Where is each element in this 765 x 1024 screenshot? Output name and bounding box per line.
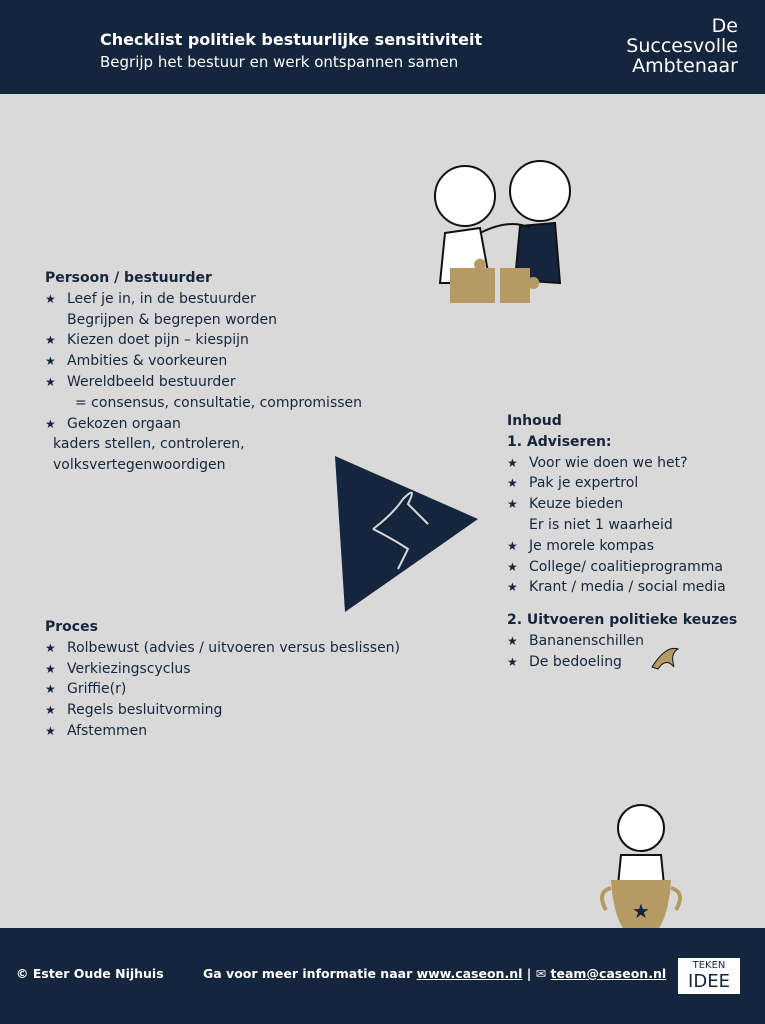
- list-item-continuation: Begrijpen & begrepen worden: [67, 311, 277, 328]
- list-item: [45, 700, 400, 721]
- star-bullet-icon: ★: [507, 580, 518, 595]
- list-item: [507, 557, 737, 578]
- list-item: [507, 652, 737, 673]
- list-item: [507, 494, 737, 515]
- star-bullet-icon: ★: [45, 374, 56, 389]
- list-item-text: Regels besluitvorming: [67, 702, 223, 719]
- list-item-text: Keuze bieden: [529, 496, 624, 513]
- header: [0, 0, 765, 94]
- list-item-text: Krant / media / social media: [529, 579, 726, 596]
- list-item-text: Gekozen orgaan: [67, 415, 181, 432]
- star-bullet-icon: ★: [45, 682, 56, 697]
- list-item: [507, 473, 737, 494]
- list-item-text: Afstemmen: [67, 722, 148, 739]
- list-item-text: Ambities & voorkeuren: [67, 353, 228, 370]
- list-item: [507, 631, 737, 652]
- footer: [0, 928, 765, 1024]
- list-item: [45, 638, 400, 659]
- list-item: [45, 679, 400, 700]
- star-bullet-icon: ★: [507, 455, 518, 470]
- inhoud-section: [507, 411, 737, 673]
- triangle-puzzle-icon: [333, 454, 483, 614]
- list-item-continuation: Er is niet 1 waarheid: [529, 516, 673, 533]
- list-item: [507, 453, 737, 474]
- star-bullet-icon: ★: [45, 333, 56, 348]
- list-item-text: Kiezen doet pijn – kiespijn: [67, 332, 249, 349]
- list-item-text: Je morele kompas: [529, 537, 654, 554]
- footer-info: [203, 966, 666, 981]
- list-item-text: Griffie(r): [67, 681, 127, 698]
- list-item-continuation: volksvertegenwoordigen: [53, 457, 226, 474]
- subheading: 1. Adviseren:: [507, 433, 612, 450]
- star-bullet-icon: ★: [507, 654, 518, 669]
- star-bullet-icon: ★: [507, 497, 518, 512]
- list-item-text: De bedoeling: [529, 653, 622, 670]
- envelope-icon: ✉: [535, 966, 547, 981]
- list-item-text: Wereldbeeld bestuurder: [67, 373, 236, 390]
- star-bullet-icon: ★: [507, 476, 518, 491]
- logo-line: Ambtenaar: [632, 55, 738, 77]
- list-item-text: Pak je expertrol: [529, 475, 639, 492]
- proces-section: [45, 617, 400, 742]
- list-item-text: College/ coalitieprogramma: [529, 558, 723, 575]
- list-item-text: Voor wie doen we het?: [529, 454, 688, 471]
- list-item: [45, 351, 362, 372]
- subheading: 2. Uitvoeren politieke keuzes: [507, 612, 738, 629]
- page-title: Checklist politiek bestuurlijke sensitiviteit: [100, 30, 483, 49]
- list-item-text: Bananenschillen: [529, 632, 645, 649]
- logo: [598, 16, 738, 76]
- email-link[interactable]: team@caseon.nl: [550, 966, 667, 981]
- people-puzzle-illustration: [420, 158, 590, 313]
- star-bullet-icon: ★: [45, 416, 56, 431]
- svg-text:★: ★: [632, 899, 650, 923]
- list-item: [45, 721, 400, 742]
- section-heading: Inhoud: [507, 413, 562, 429]
- list-item-text: Leef je in, in de bestuurder: [67, 290, 256, 307]
- star-bullet-icon: ★: [45, 661, 56, 676]
- list-item-text: Rolbewust (advies / uitvoeren versus beslissen): [67, 639, 401, 656]
- logo-line: Succesvolle: [626, 35, 738, 57]
- section-heading: Persoon / bestuurder: [45, 270, 212, 286]
- list-item: [45, 289, 362, 310]
- list-item: [45, 659, 400, 680]
- logo-line: De: [711, 15, 738, 37]
- badge-line: IDEE: [688, 971, 730, 992]
- list-item-text: Verkiezingscyclus: [67, 660, 191, 677]
- star-bullet-icon: ★: [507, 538, 518, 553]
- list-item: [45, 330, 362, 351]
- star-bullet-icon: ★: [45, 723, 56, 738]
- list-item-continuation: = consensus, consultatie, compromissen: [75, 394, 363, 411]
- badge-line: TEKEN: [692, 960, 726, 971]
- star-bullet-icon: ★: [507, 559, 518, 574]
- star-bullet-icon: ★: [45, 291, 56, 306]
- banana-peel-icon: [648, 643, 684, 671]
- teken-idee-logo: [678, 958, 740, 994]
- persoon-section: [45, 268, 362, 476]
- star-bullet-icon: ★: [45, 354, 56, 369]
- star-bullet-icon: ★: [507, 633, 518, 648]
- list-item: [45, 414, 362, 435]
- copyright: © Ester Oude Nijhuis: [16, 966, 164, 981]
- list-item: [507, 536, 737, 557]
- star-bullet-icon: ★: [45, 640, 56, 655]
- section-heading: Proces: [45, 619, 98, 635]
- list-item: [507, 577, 737, 598]
- star-bullet-icon: ★: [45, 703, 56, 718]
- list-item: [45, 372, 362, 393]
- website-link[interactable]: www.caseon.nl: [416, 966, 523, 981]
- list-item-continuation: kaders stellen, controleren,: [53, 436, 245, 453]
- page-subtitle: Begrijp het bestuur en werk ontspannen samen: [100, 53, 459, 71]
- separator: |: [526, 966, 532, 981]
- info-text: Ga voor meer informatie naar: [203, 966, 413, 981]
